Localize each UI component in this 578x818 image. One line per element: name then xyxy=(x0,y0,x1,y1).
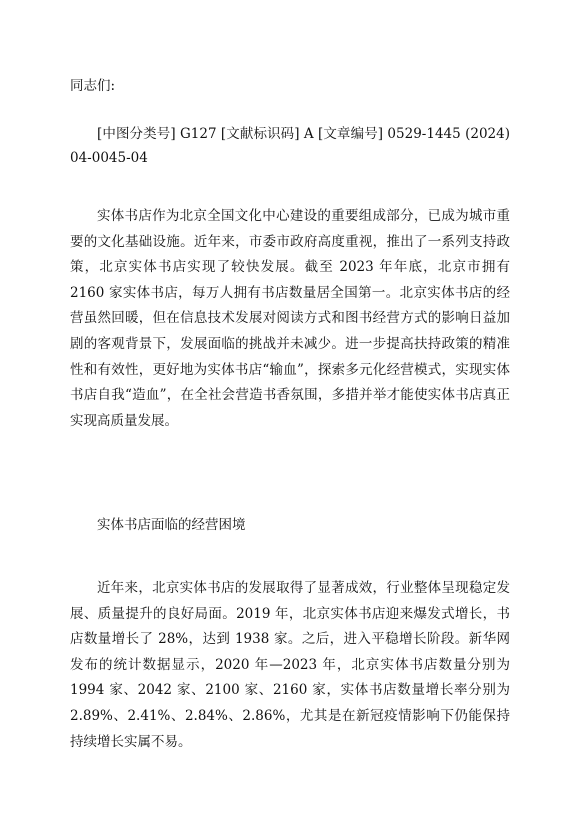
salutation: 同志们: xyxy=(70,78,116,94)
classification-line: [中图分类号] G127 [文献标识码] A [文章编号] 0529-1445 (2024) 04-0045-04 xyxy=(70,126,510,166)
section-paragraph: 近年来，北京实体书店的发展取得了显著成效，行业整体呈现稳定发展、质量提升的良好局面。2019 年，北京实体书店迎来爆发式增长，书店数量增长了 28%，达到 1938 家。之后，进入平稳增长阶段。新华网发布的统计数据显示，2020 年—2023 年，北京实体书店数量分别为 1994 家、2042 家、2100 家、2160 家，实体书店数量增长率分别为 2.89%、2.41%、2.84%、2.86%，尤其是在新冠疫情影响下仍能保持持续增长实属不易。 xyxy=(70,580,510,750)
section-heading: 实体书店面临的经营困境 xyxy=(97,517,246,533)
intro-paragraph: 实体书店作为北京全国文化中心建设的重要组成部分，已成为城市重要的文化基础设施。近年来，市委市政府高度重视，推出了一系列支持政策，北京实体书店实现了较快发展。截至 2023 年年底，北京市拥有 2160 家实体书店，每万人拥有书店数量居全国第一。北京实体书店的经营虽然回暖，但在信息技术发展对阅读方式和图书经营方式的影响日益加剧的客观背景下，发展面临的挑战并未减少。进一步提高扶持政策的精准性和有效性，更好地为实体书店“输血”，探索多元化经营模式，实现实体书店自我“造血”，在全社会营造书香氛围，多措并举才能使实体书店真正实现高质量发展。 xyxy=(70,208,510,429)
